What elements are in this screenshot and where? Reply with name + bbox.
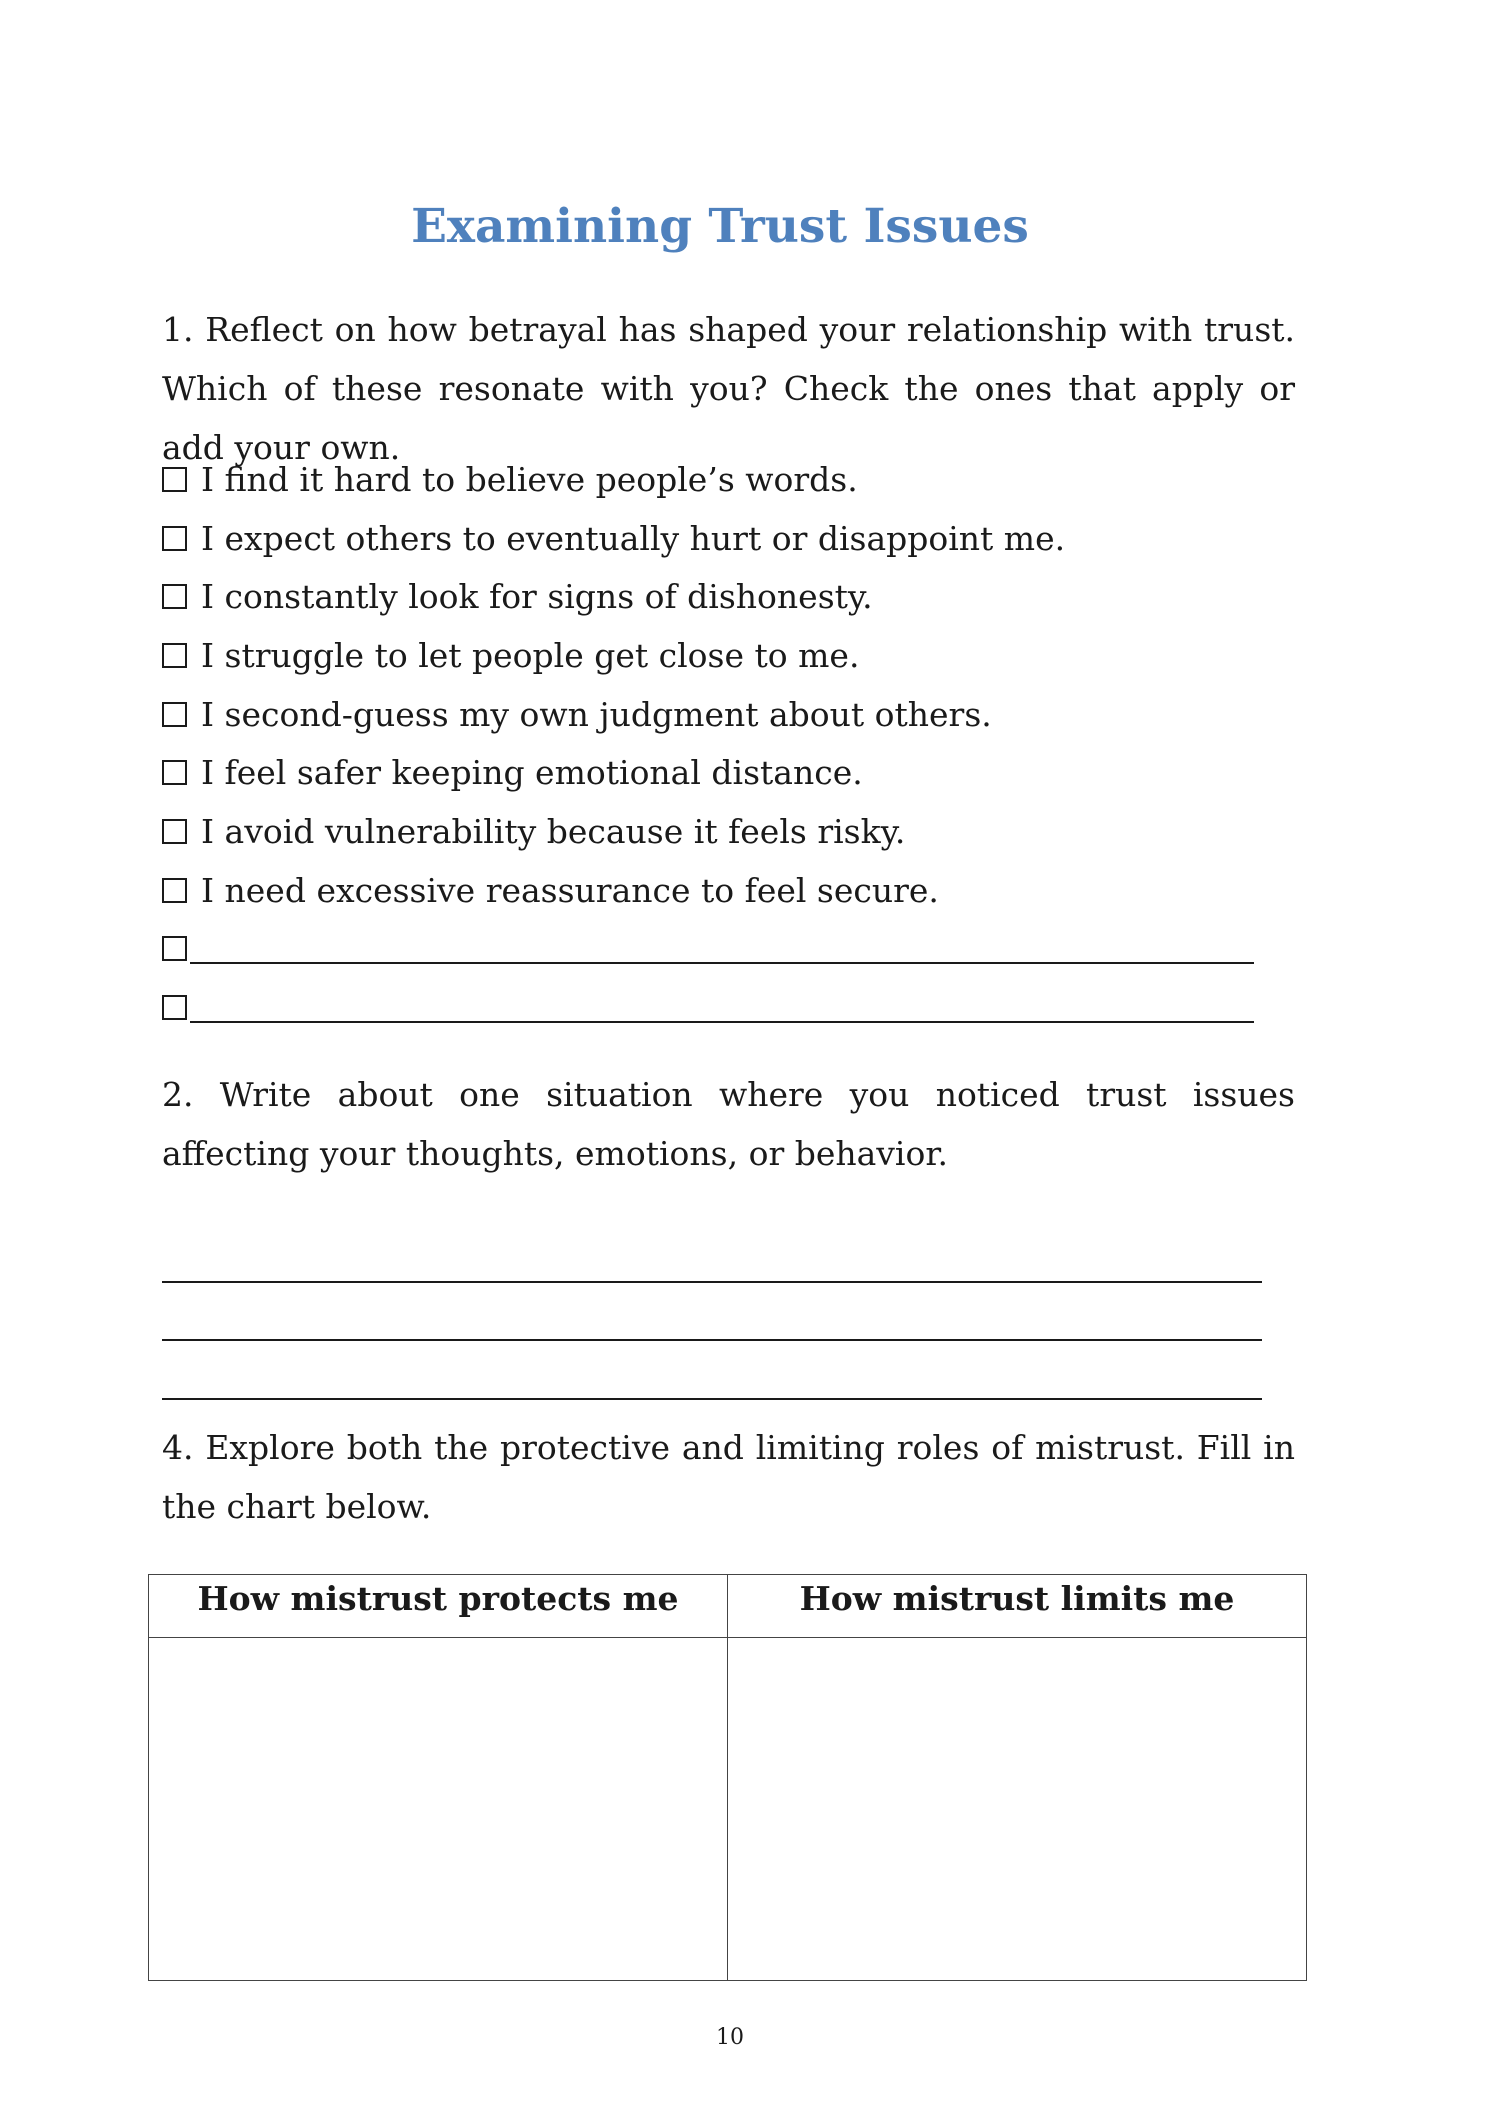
- checkbox[interactable]: [162, 702, 187, 727]
- checklist-item: [162, 450, 1362, 509]
- checklist-item-label: I constantly look for signs of dishonesty.: [201, 577, 873, 617]
- page-number: 10: [716, 2025, 744, 2050]
- page-title: Examining Trust Issues: [411, 199, 1029, 254]
- checklist-item-label: I avoid vulnerability because it feels risky.: [201, 811, 906, 851]
- checklist-item: [162, 626, 1362, 685]
- checklist-item-label: I feel safer keeping emotional distance.: [201, 753, 863, 793]
- checkbox[interactable]: [162, 467, 187, 492]
- checklist-item: [162, 861, 1362, 920]
- question-1-prompt: 1. Reflect on how betrayal has shaped your relationship with trust. Which of these resonate with you? Check the ones that apply or add your own.: [162, 310, 1295, 467]
- question-2-answer-area: [162, 1224, 1262, 1400]
- custom-answer-line[interactable]: [190, 993, 1254, 1023]
- mistrust-chart: [148, 1574, 1307, 1981]
- checkbox[interactable]: [162, 936, 187, 961]
- checklist-item-label: I second-guess my own judgment about others.: [201, 694, 992, 734]
- checklist-item: [162, 567, 1362, 626]
- answer-line[interactable]: [162, 1283, 1262, 1342]
- checklist-item-label: I struggle to let people get close to me.: [201, 635, 860, 675]
- checklist-item: [162, 509, 1362, 568]
- checkbox[interactable]: [162, 819, 187, 844]
- checkbox[interactable]: [162, 584, 187, 609]
- checkbox[interactable]: [162, 643, 187, 668]
- checklist-custom-item: [162, 920, 1362, 979]
- answer-line[interactable]: [162, 1341, 1262, 1400]
- checkbox[interactable]: [162, 760, 187, 785]
- checklist-item: [162, 685, 1362, 744]
- checkbox[interactable]: [162, 526, 187, 551]
- chart-header-limits: How mistrust limits me: [728, 1575, 1307, 1638]
- chart-header-protects: How mistrust protects me: [149, 1575, 728, 1638]
- checkbox[interactable]: [162, 878, 187, 903]
- checklist-item: [162, 743, 1362, 802]
- question-2-prompt: 2. Write about one situation where you noticed trust issues affecting your thoughts, emotions, or behavior.: [162, 1075, 1295, 1173]
- answer-line[interactable]: [162, 1224, 1262, 1283]
- trust-issues-checklist: [162, 450, 1362, 1037]
- checklist-custom-item: [162, 978, 1362, 1037]
- question-4-prompt: 4. Explore both the protective and limiting roles of mistrust. Fill in the chart below.: [162, 1428, 1295, 1526]
- chart-cell-limits[interactable]: [728, 1638, 1307, 1981]
- checklist-item: [162, 802, 1362, 861]
- checklist-item-label: I expect others to eventually hurt or disappoint me.: [201, 518, 1066, 558]
- checkbox[interactable]: [162, 995, 187, 1020]
- checklist-item-label: I need excessive reassurance to feel secure.: [201, 870, 939, 910]
- checklist-item-label: I find it hard to believe people’s words.: [201, 459, 858, 499]
- chart-cell-protects[interactable]: [149, 1638, 728, 1981]
- custom-answer-line[interactable]: [190, 934, 1254, 964]
